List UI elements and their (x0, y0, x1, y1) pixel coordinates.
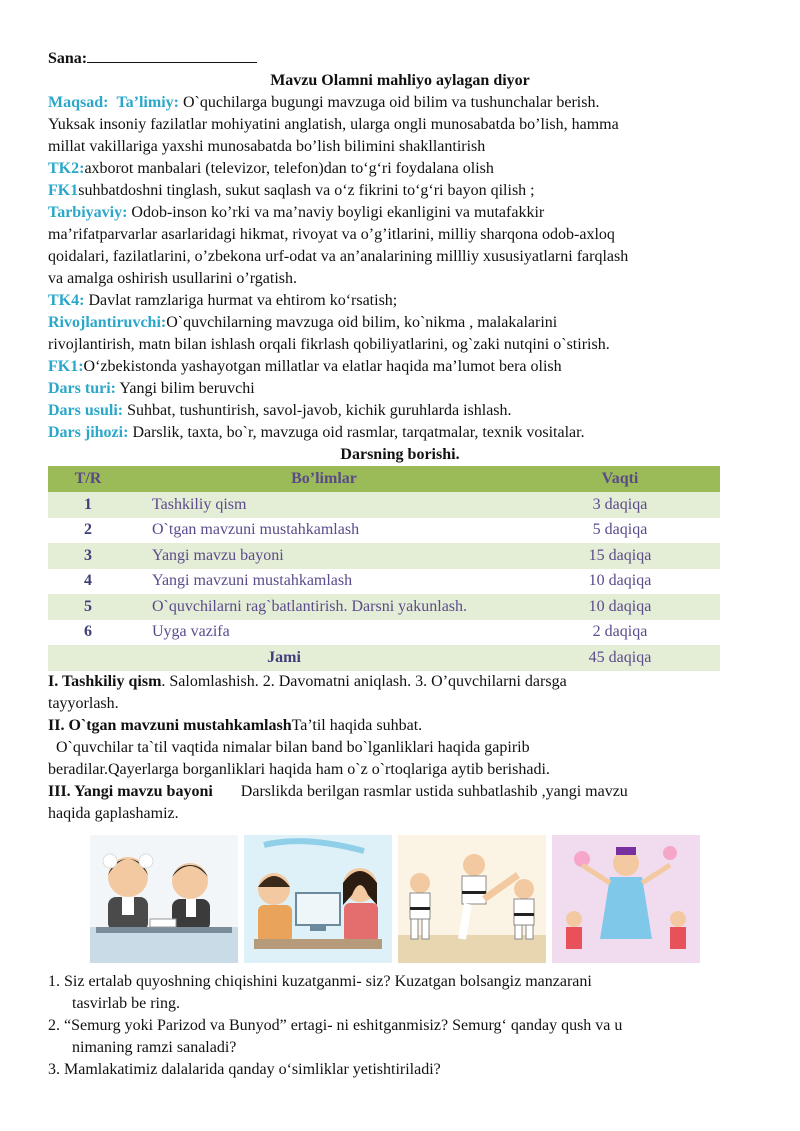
goal-tarbiyaviy-line4: va amalga oshirish usullarini o’rgatish. (48, 270, 297, 287)
table-total-row: Jami 45 daqiqa (48, 645, 720, 671)
lesson-plan-table (48, 466, 720, 671)
table-row: 4 Yangi mavzuni mustahkamlash 10 daqiqa (48, 569, 720, 595)
table-row: 1 Tashkiliy qism 3 daqiqa (48, 492, 720, 518)
date-label: Sana: (48, 50, 88, 67)
question-3: 3. Mamlakatimiz dalalarida qanday o‘simliklar yetishtiriladi? (48, 1060, 441, 1078)
goal-tk4: TK4: Davlat ramzlariga hurmat va ehtirom ko‘rsatish; (48, 292, 398, 309)
family-at-computer-illustration (244, 835, 392, 963)
stage-3-line2: haqida gaplashamiz. (48, 804, 179, 822)
students-at-desk-illustration (90, 835, 238, 963)
table-header-row (48, 466, 720, 492)
stage-1-line2: tayyorlash. (48, 694, 119, 712)
stage-2: II. O`tgan mavzuni mustahkamlashTa’til haqida suhbat. (48, 716, 423, 734)
stage-2-line3: beradilar.Qayerlarga borganliklari haqida ham o`z o`rtoqlariga aytib berishadi. (48, 760, 550, 778)
goal-fk1b: FK1:O‘zbekistonda yashayotgan millatlar va elatlar haqida ma’lumot bera olish (48, 358, 562, 375)
lesson-title: Mavzu Olamni mahliyo aylagan diyor (270, 72, 530, 89)
plan-heading: Darsning borishi. (340, 446, 460, 463)
dars-usuli: Dars usuli: Suhbat, tushuntirish, savol-javob, kichik guruhlarda ishlash. (48, 402, 512, 419)
dars-turi: Dars turi: Yangi bilim beruvchi (48, 380, 255, 397)
table-row: 2 O`tgan mavzuni mustahkamlash 5 daqiqa (48, 518, 720, 544)
question-1-line2: tasvirlab be ring. (72, 994, 180, 1012)
date-line (48, 48, 752, 70)
goal-talimiy-line3: millat vakillariga yaxshi munosabatda bo’lish bilimini shakllantirish (48, 138, 486, 155)
col-header-sections: Bo’limlar (128, 466, 520, 492)
question-1: 1. Siz ertalab quyoshning chiqishini kuzatganmi- siz? Kuzatgan bolsangiz manzarani (48, 972, 592, 990)
table-row: 3 Yangi mavzu bayoni 15 daqiqa (48, 543, 720, 569)
illustration-strip (90, 835, 752, 963)
goal-tarbiyaviy: Tarbiyaviy: Odob-inson ko’rki va ma’naviy boyligi ekanligini va mutafakkir (48, 204, 545, 221)
question-2: 2. “Semurg yoki Parizod va Bunyod” ertagi- ni eshitganmisiz? Semurg‘ qanday qush va u (48, 1016, 623, 1034)
table-row: 5 O`quvchilarni rag`batlantirish. Darsni yakunlash. 10 daqiqa (48, 594, 720, 620)
goal-talimiy: Maqsad: Ta’limiy: O`quchilarga bugungi mavzuga oid bilim va tushunchalar berish. (48, 94, 600, 111)
stage-3: III. Yangi mavzu bayoni Darslikda berilgan rasmlar ustida suhbatlashib ,yangi mavzu (48, 782, 628, 800)
goal-talimiy-line2: Yuksak insoniy fazilatlar mohiyatini anglatish, ularga ongli munosabatda bo’lish, hamma (48, 116, 619, 133)
table-row: 6 Uyga vazifa 2 daqiqa (48, 620, 720, 646)
goal-rivoj-line2: rivojlantirish, matn bilan ishlash orqali fikrlash qobiliyatlarini, og`zaki nutqini o`stirish. (48, 336, 610, 353)
col-header-tr: T/R (48, 466, 128, 492)
folk-dancers-illustration (552, 835, 700, 963)
goal-tarbiyaviy-line2: ma’rifatparvarlar asarlaridagi hikmat, rivoyat va o’g’itlarini, milliy sharqona odob-axloq (48, 226, 615, 243)
stage-1: I. Tashkiliy qism. Salomlashish. 2. Davomatni aniqlash. 3. O’quvchilarni darsga (48, 672, 567, 690)
goal-tarbiyaviy-line3: qoidalari, fazilatlarini, o’zbekona urf-odat va an’analarining millliy xususiyatlarni farqlash (48, 248, 629, 265)
stage-2-line2: O`quvchilar ta`til vaqtida nimalar bilan band bo`lganliklari haqida gapirib (48, 738, 530, 756)
question-2-line2: nimaning ramzi sanaladi? (72, 1038, 237, 1056)
goal-fk1: FK1suhbatdoshni tinglash, sukut saqlash va o‘z fikrini to‘g‘ri bayon qilish ; (48, 182, 535, 199)
date-blank[interactable] (87, 48, 257, 63)
col-header-time: Vaqti (520, 466, 720, 492)
goal-rivojlantiruvchi: Rivojlantiruvchi:O`quvchilarning mavzuga oid bilim, ko`nikma , malakalarini (48, 314, 558, 331)
karate-kids-illustration (398, 835, 546, 963)
dars-jihozi: Dars jihozi: Darslik, taxta, bo`r, mavzuga oid rasmlar, tarqatmalar, texnik vositalar. (48, 424, 585, 441)
goal-tk2: TK2:axborot manbalari (televizor, telefon)dan to‘g‘ri foydalana olish (48, 160, 494, 177)
